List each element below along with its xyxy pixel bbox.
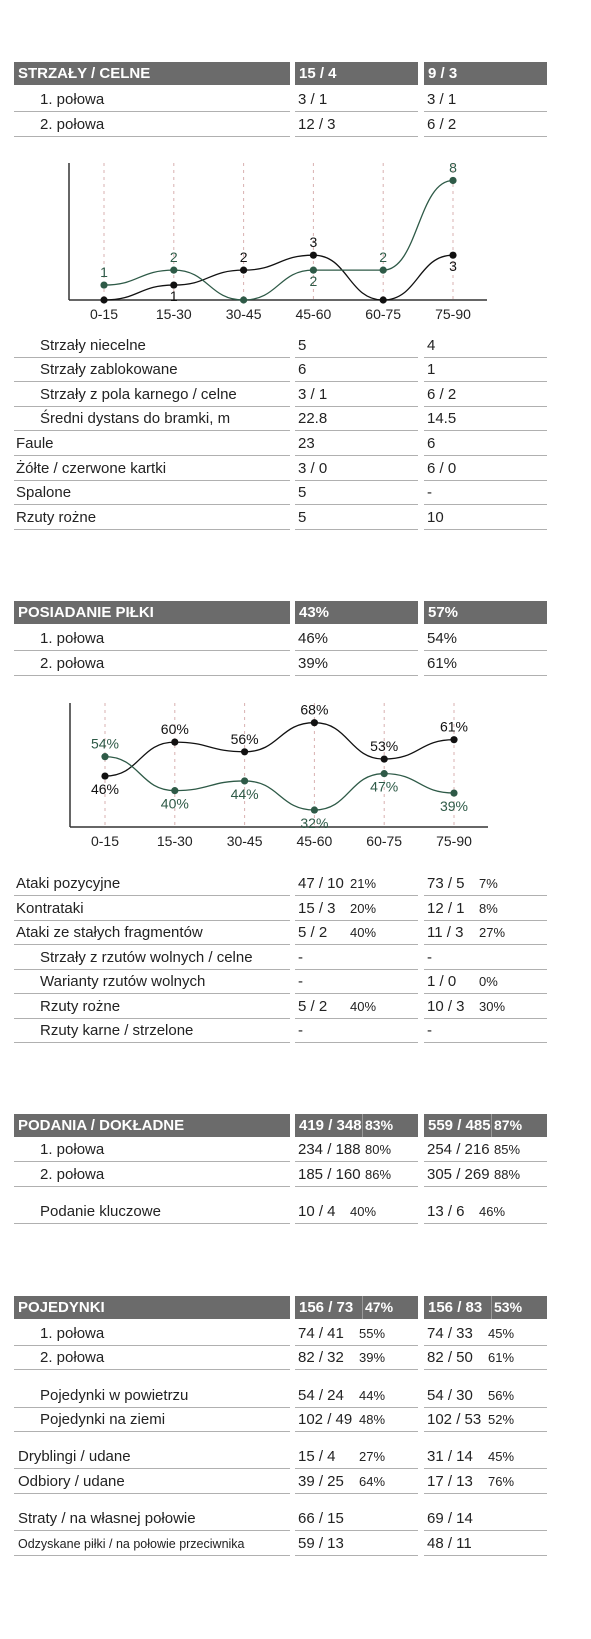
stat-row-away-value: 1: [427, 361, 436, 378]
stat-row-home: [295, 971, 418, 994]
stat-row-away: [424, 1347, 547, 1370]
stat-row-label: 2. połowa: [14, 114, 290, 137]
stat-row-away: [424, 628, 547, 651]
stat-row-home-pct: 44%: [359, 1388, 386, 1403]
data-point: [170, 267, 177, 274]
data-point: [311, 719, 318, 726]
stat-row-home: [295, 996, 418, 1019]
table-header-home: [295, 62, 418, 85]
x-tick-label: 0-15: [90, 833, 120, 849]
table-header-home-pct: 47%: [365, 1299, 394, 1315]
stat-row-label: Rzuty rożne: [14, 996, 290, 1019]
data-label: 39%: [439, 798, 469, 815]
stat-row-home-value: 5 / 2: [298, 998, 328, 1015]
table-header-label: PODANIA / DOKŁADNE: [14, 1114, 290, 1137]
stat-row-home-value: 46%: [298, 630, 329, 647]
data-label: 44%: [230, 785, 259, 802]
stat-row-home-value: 47 / 10: [298, 875, 344, 892]
stat-row-away-value: -: [427, 1022, 432, 1039]
stat-row-away: [424, 359, 547, 382]
stat-row-home: [295, 1164, 418, 1187]
table-header-separator: [362, 1296, 363, 1319]
stat-row-away: [424, 408, 547, 431]
stat-row-home-value: 5: [298, 509, 307, 526]
series-line-1: [105, 757, 454, 810]
data-point: [450, 736, 457, 743]
data-point: [381, 770, 388, 777]
data-point: [241, 777, 248, 784]
stat-row-away: [424, 1385, 547, 1408]
stat-row-away-value: 73 / 5: [427, 875, 465, 892]
table-header-away: [424, 1114, 547, 1137]
stat-row-away-value: 4: [427, 337, 436, 354]
stat-row-home-pct: 40%: [350, 1204, 377, 1219]
stat-row-away-value: 82 / 50: [427, 1349, 473, 1366]
series-line-0: [105, 723, 454, 776]
table-header-away-value: 9 / 3: [428, 65, 458, 82]
stat-row-away-value: 61%: [427, 655, 458, 672]
stat-row-away: [424, 482, 547, 505]
x-tick-label: 15-30: [155, 306, 192, 322]
stat-row-label: Straty / na własnej połowie: [14, 1508, 290, 1531]
stat-row-away: [424, 384, 547, 407]
data-label: 32%: [300, 815, 329, 832]
data-point: [101, 772, 108, 779]
data-label: 3: [449, 258, 457, 275]
stat-row-label: 1. połowa: [14, 89, 290, 112]
stat-row-label: 2. połowa: [14, 653, 290, 676]
data-point: [241, 748, 248, 755]
stat-row-home-pct: 64%: [359, 1474, 386, 1489]
x-tick-label: 0-15: [89, 306, 119, 322]
stat-row-label: Rzuty karne / strzelone: [14, 1020, 290, 1043]
stat-row-away-pct: 85%: [494, 1142, 521, 1157]
stat-row-home-value: 15 / 4: [298, 1448, 336, 1465]
stat-row-away: [424, 922, 547, 945]
series-line-1: [104, 180, 453, 300]
stat-row-home: [295, 628, 418, 651]
data-point: [311, 806, 318, 813]
stat-row-away-value: 13 / 6: [427, 1203, 465, 1220]
stat-row-label: Ataki pozycyjne: [14, 873, 290, 896]
stat-row-home-pct: 20%: [350, 901, 377, 916]
stat-row-away: [424, 507, 547, 530]
stat-row-home-value: 3 / 1: [298, 386, 328, 403]
stat-row-home-value: 12 / 3: [298, 116, 336, 133]
data-label: 40%: [160, 795, 189, 812]
stat-row-away: [424, 335, 547, 358]
stat-row-home: [295, 922, 418, 945]
stat-row-label: Odzyskane piłki / na połowie przeciwnika: [14, 1533, 290, 1556]
stat-row-label: Żółte / czerwone kartki: [14, 458, 290, 481]
table-header-home-value: 15 / 4: [299, 65, 337, 82]
x-tick-label: 30-45: [225, 306, 262, 322]
stat-row-away: [424, 114, 547, 137]
data-label: 60%: [160, 721, 189, 738]
stat-row-home-pct: 40%: [350, 999, 377, 1014]
data-label: 53%: [370, 738, 399, 755]
stat-row-label: 2. połowa: [14, 1164, 290, 1187]
stat-row-label: 2. połowa: [14, 1347, 290, 1370]
stat-row-home-pct: 39%: [359, 1350, 386, 1365]
stat-row-home-value: -: [298, 1022, 303, 1039]
stat-row-home: [295, 1409, 418, 1432]
stat-row-away-pct: 8%: [479, 901, 498, 916]
table-header-home: [295, 601, 418, 624]
x-tick-label: 60-75: [365, 306, 402, 322]
stat-row-home: [295, 507, 418, 530]
stat-row-away: [424, 947, 547, 970]
stat-row-home-value: 15 / 3: [298, 900, 336, 917]
stat-row-away: [424, 1020, 547, 1043]
stat-row-away-pct: 45%: [488, 1326, 515, 1341]
x-tick-label: 15-30: [156, 833, 193, 849]
stat-row-away-value: 6 / 2: [427, 386, 457, 403]
stat-row-away: [424, 433, 547, 456]
data-label: 2: [379, 249, 388, 266]
stat-row-away-value: -: [427, 484, 432, 501]
stat-row-home-value: 82 / 32: [298, 1349, 344, 1366]
stat-row-label: Strzały z rzutów wolnych / celne: [14, 947, 290, 970]
stat-row-home: [295, 1201, 418, 1224]
stat-row-home-pct: 48%: [359, 1412, 386, 1427]
table-header-home-value: 419 / 348: [299, 1117, 362, 1134]
stat-row-home: [295, 1139, 418, 1162]
stat-row-home: [295, 1446, 418, 1469]
table-header-label: POSIADANIE PIŁKI: [14, 601, 290, 624]
data-label: 47%: [370, 778, 399, 795]
stat-row-away: [424, 1508, 547, 1531]
stat-row-label: Kontrataki: [14, 898, 290, 921]
stat-row-away-value: 14.5: [427, 410, 457, 427]
stat-row-away-pct: 0%: [479, 974, 498, 989]
table-header-home-pct: 83%: [365, 1117, 394, 1133]
data-point: [100, 281, 107, 288]
stat-row-home-value: 23: [298, 435, 315, 452]
stat-row-home-value: 10 / 4: [298, 1203, 336, 1220]
stat-row-label: Faule: [14, 433, 290, 456]
stat-row-home-pct: 80%: [365, 1142, 392, 1157]
stat-row-home: [295, 335, 418, 358]
stat-row-home-pct: 21%: [350, 876, 377, 891]
stat-row-away-pct: 88%: [494, 1167, 521, 1182]
stat-row-home-value: 54 / 24: [298, 1387, 344, 1404]
table-header-away-pct: 87%: [494, 1117, 523, 1133]
stat-row-away-pct: 46%: [479, 1204, 506, 1219]
data-point: [380, 267, 387, 274]
stat-row-away-value: 48 / 11: [427, 1535, 472, 1552]
x-tick-label: 75-90: [435, 306, 471, 322]
stat-row-label: Ataki ze stałych fragmentów: [14, 922, 290, 945]
table-header-away-value: 559 / 485: [428, 1117, 491, 1134]
data-point: [449, 177, 456, 184]
shots-timeline-chart: [0, 140, 591, 325]
stat-row-home-value: 6: [298, 361, 307, 378]
stat-row-away-value: 54 / 30: [427, 1387, 473, 1404]
stat-row-home-pct: 40%: [350, 925, 377, 940]
stat-row-label: Strzały niecelne: [14, 335, 290, 358]
stat-row-home: [295, 384, 418, 407]
data-label: 8: [449, 159, 457, 176]
stat-row-home: [295, 947, 418, 970]
stat-row-home-value: 66 / 15: [298, 1510, 344, 1527]
stat-row-label: Podanie kluczowe: [14, 1201, 290, 1224]
x-tick-label: 75-90: [436, 833, 472, 849]
stat-row-away-value: 31 / 14: [427, 1448, 473, 1465]
table-header-label: STRZAŁY / CELNE: [14, 62, 290, 85]
stat-row-away-value: 102 / 53: [427, 1411, 482, 1428]
stat-row-home: [295, 653, 418, 676]
table-header-home: [295, 1114, 418, 1137]
table-header-label: POJEDYNKI: [14, 1296, 290, 1319]
stat-row-label: Spalone: [14, 482, 290, 505]
stat-row-home-pct: 86%: [365, 1167, 392, 1182]
stat-row-home-value: 5 / 2: [298, 924, 328, 941]
stat-row-away-value: 10: [427, 509, 444, 526]
x-tick-label: 45-60: [295, 306, 332, 322]
stat-row-label: Strzały zablokowane: [14, 359, 290, 382]
stat-row-label: 1. połowa: [14, 628, 290, 651]
data-label: 61%: [439, 718, 469, 735]
stat-row-away-value: 6 / 2: [427, 116, 457, 133]
stat-row-away-pct: 7%: [479, 876, 498, 891]
data-label: 46%: [90, 781, 120, 798]
stat-row-away: [424, 1139, 547, 1162]
stat-row-away: [424, 1323, 547, 1346]
table-header-away-value: 156 / 83: [428, 1299, 483, 1316]
stat-row-home: [295, 1347, 418, 1370]
stat-row-home: [295, 1323, 418, 1346]
stat-row-home-value: 102 / 49: [298, 1411, 353, 1428]
stat-row-label: Pojedynki w powietrzu: [14, 1385, 290, 1408]
stat-row-label: Rzuty rożne: [14, 507, 290, 530]
stat-row-home-value: 3 / 1: [298, 91, 328, 108]
stat-row-home-pct: 27%: [359, 1449, 386, 1464]
stat-row-home: [295, 898, 418, 921]
stat-row-label: Średni dystans do bramki, m: [14, 408, 290, 431]
possession-timeline-chart: [0, 685, 591, 860]
stat-row-away: [424, 1471, 547, 1494]
stat-row-away-pct: 61%: [488, 1350, 515, 1365]
stat-row-away-pct: 52%: [488, 1412, 515, 1427]
stat-row-away-value: 3 / 1: [427, 91, 457, 108]
stat-row-away-pct: 76%: [488, 1474, 515, 1489]
data-label: 1: [169, 288, 178, 305]
data-label: 2: [309, 273, 318, 290]
stat-row-away-value: 69 / 14: [427, 1510, 473, 1527]
stat-row-away: [424, 1409, 547, 1432]
data-point: [240, 296, 247, 303]
stat-row-away: [424, 971, 547, 994]
stat-row-home-value: 5: [298, 337, 307, 354]
stat-row-away: [424, 89, 547, 112]
stat-row-away: [424, 898, 547, 921]
data-label: 68%: [300, 701, 329, 718]
stat-row-away-value: 305 / 269: [427, 1166, 490, 1183]
stat-row-home-value: 59 / 13: [298, 1535, 344, 1552]
stat-row-away: [424, 996, 547, 1019]
stat-row-away: [424, 458, 547, 481]
stat-row-home: [295, 458, 418, 481]
stat-row-home-value: 39 / 25: [298, 1473, 344, 1490]
stat-row-home: [295, 408, 418, 431]
stat-row-home: [295, 1533, 418, 1556]
data-point: [100, 296, 107, 303]
x-tick-label: 45-60: [296, 833, 333, 849]
stat-row-home-value: 22.8: [298, 410, 328, 427]
table-header-away: [424, 1296, 547, 1319]
stat-row-home-value: 5: [298, 484, 307, 501]
stat-row-home: [295, 433, 418, 456]
table-header-away: [424, 62, 547, 85]
data-label: 2: [169, 249, 178, 266]
stat-row-away-value: 12 / 1: [427, 900, 465, 917]
data-label: 3: [309, 234, 318, 251]
stat-row-label: Odbiory / udane: [14, 1471, 290, 1494]
stat-row-home-value: 185 / 160: [298, 1166, 361, 1183]
stat-row-away-value: 6: [427, 435, 436, 452]
stat-row-home-value: 74 / 41: [298, 1325, 344, 1342]
stat-row-away: [424, 653, 547, 676]
stat-row-away: [424, 1164, 547, 1187]
stat-row-away: [424, 1201, 547, 1224]
data-point: [240, 267, 247, 274]
stat-row-home: [295, 114, 418, 137]
stat-row-label: Warianty rzutów wolnych: [14, 971, 290, 994]
table-header-separator: [362, 1114, 363, 1137]
stat-row-away-value: 17 / 13: [427, 1473, 473, 1490]
stat-row-away-value: 74 / 33: [427, 1325, 473, 1342]
data-point: [380, 296, 387, 303]
data-point: [101, 753, 108, 760]
stat-row-home-value: 39%: [298, 655, 329, 672]
stat-row-away-value: 1 / 0: [427, 973, 457, 990]
stat-row-home-value: -: [298, 973, 303, 990]
data-point: [450, 789, 457, 796]
stat-row-away-pct: 45%: [488, 1449, 515, 1464]
table-header-away-value: 57%: [428, 604, 459, 621]
stat-row-home: [295, 89, 418, 112]
x-tick-label: 30-45: [226, 833, 263, 849]
table-header-home: [295, 1296, 418, 1319]
stat-row-home: [295, 359, 418, 382]
stat-row-away: [424, 873, 547, 896]
stat-row-home-pct: 55%: [359, 1326, 386, 1341]
stat-row-away-value: 10 / 3: [427, 998, 465, 1015]
stat-row-label: 1. połowa: [14, 1323, 290, 1346]
stat-row-away: [424, 1446, 547, 1469]
data-label: 56%: [230, 730, 259, 747]
stat-row-away-pct: 30%: [479, 999, 506, 1014]
stat-row-home-value: 3 / 0: [298, 460, 328, 477]
stat-row-home: [295, 1020, 418, 1043]
stat-row-home: [295, 1508, 418, 1531]
stat-row-away-value: 54%: [427, 630, 458, 647]
stat-row-home-value: -: [298, 949, 303, 966]
table-header-home-value: 156 / 73: [299, 1299, 354, 1316]
stat-row-away-value: 11 / 3: [427, 924, 464, 941]
stat-row-away: [424, 1533, 547, 1556]
data-label: 2: [239, 249, 248, 266]
stat-row-away-pct: 56%: [488, 1388, 515, 1403]
data-point: [171, 739, 178, 746]
stat-row-label: 1. połowa: [14, 1139, 290, 1162]
stat-row-away-pct: 27%: [479, 925, 506, 940]
table-header-away-pct: 53%: [494, 1299, 523, 1315]
stat-row-label: Pojedynki na ziemi: [14, 1409, 290, 1432]
stat-row-label: Strzały z pola karnego / celne: [14, 384, 290, 407]
data-point: [171, 787, 178, 794]
table-header-home-value: 43%: [299, 604, 330, 621]
series-line-0: [104, 255, 453, 300]
stat-row-away-value: 6 / 0: [427, 460, 457, 477]
data-point: [310, 252, 317, 259]
data-label: 54%: [90, 735, 120, 752]
table-header-separator: [491, 1114, 492, 1137]
stat-row-home: [295, 873, 418, 896]
stat-row-away-value: -: [427, 949, 432, 966]
stat-row-away-value: 254 / 216: [427, 1141, 490, 1158]
table-header-away: [424, 601, 547, 624]
stat-row-home: [295, 1385, 418, 1408]
x-tick-label: 60-75: [366, 833, 403, 849]
stat-row-home: [295, 1471, 418, 1494]
table-header-separator: [491, 1296, 492, 1319]
stat-row-home: [295, 482, 418, 505]
data-point: [381, 755, 388, 762]
stat-row-label: Dryblingi / udane: [14, 1446, 290, 1469]
data-label: 1: [100, 264, 108, 281]
stat-row-home-value: 234 / 188: [298, 1141, 361, 1158]
